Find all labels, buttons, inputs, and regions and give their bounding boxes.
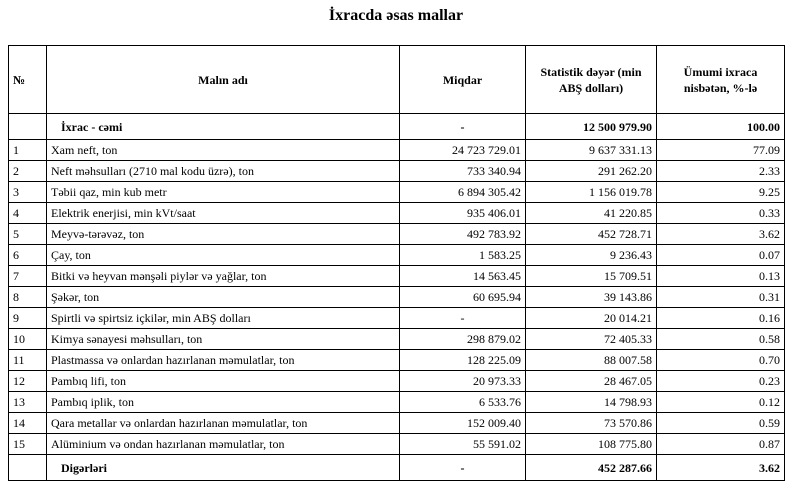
- cell-name: Xam neft, ton: [47, 140, 400, 161]
- table-header: [9, 46, 785, 114]
- table-row: [9, 392, 785, 413]
- cell-name: Şəkər, ton: [47, 287, 400, 308]
- cell-quantity: 24 723 729.01: [400, 140, 526, 161]
- cell-no: 11: [9, 350, 47, 371]
- total-no: [9, 114, 47, 140]
- table-row: [9, 224, 785, 245]
- cell-quantity: 128 225.09: [400, 350, 526, 371]
- cell-quantity: 14 563.45: [400, 266, 526, 287]
- table-row: [9, 287, 785, 308]
- cell-value: 39 143.86: [526, 287, 657, 308]
- cell-quantity: 6 533.76: [400, 392, 526, 413]
- header-no: №: [9, 46, 47, 114]
- cell-name: Elektrik enerjisi, min kVt/saat: [47, 203, 400, 224]
- cell-share: 0.12: [657, 392, 785, 413]
- table-row: [9, 182, 785, 203]
- total-value: 12 500 979.90: [526, 114, 657, 140]
- cell-share: 0.23: [657, 371, 785, 392]
- cell-quantity: 55 591.02: [400, 434, 526, 455]
- cell-name: Təbii qaz, min kub metr: [47, 182, 400, 203]
- table-row: [9, 308, 785, 329]
- cell-quantity: 935 406.01: [400, 203, 526, 224]
- page-title: İxracda əsas mallar: [328, 7, 464, 24]
- cell-quantity: 298 879.02: [400, 329, 526, 350]
- cell-name: Alüminium və ondan hazırlanan məmulatlar, ton: [47, 434, 400, 455]
- cell-name: Neft məhsulları (2710 mal kodu üzrə), ton: [47, 161, 400, 182]
- total-share: 100.00: [657, 114, 785, 140]
- table-body: [9, 114, 785, 481]
- cell-share: 3.62: [657, 224, 785, 245]
- cell-name: Pambıq iplik, ton: [47, 392, 400, 413]
- cell-value: 452 287.66: [526, 455, 657, 481]
- cell-quantity: 1 583.25: [400, 245, 526, 266]
- cell-value: 291 262.20: [526, 161, 657, 182]
- cell-name: Plastmassa və onlardan hazırlanan məmulatlar, ton: [47, 350, 400, 371]
- cell-share: 0.16: [657, 308, 785, 329]
- cell-no: 15: [9, 434, 47, 455]
- table-row: [9, 140, 785, 161]
- cell-no: 9: [9, 308, 47, 329]
- cell-share: 2.33: [657, 161, 785, 182]
- table-row: [9, 266, 785, 287]
- cell-name: Digərləri: [47, 455, 400, 481]
- cell-share: 0.70: [657, 350, 785, 371]
- table-row: [9, 245, 785, 266]
- cell-no: 5: [9, 224, 47, 245]
- cell-share: 0.58: [657, 329, 785, 350]
- cell-quantity: 6 894 305.42: [400, 182, 526, 203]
- cell-value: 15 709.51: [526, 266, 657, 287]
- cell-value: 108 775.80: [526, 434, 657, 455]
- cell-name: Pambıq lifi, ton: [47, 371, 400, 392]
- cell-value: 9 637 331.13: [526, 140, 657, 161]
- cell-name: Kimya sənayesi məhsulları, ton: [47, 329, 400, 350]
- header-quantity: Miqdar: [400, 46, 526, 114]
- cell-no: 2: [9, 161, 47, 182]
- cell-no: 8: [9, 287, 47, 308]
- cell-no: 10: [9, 329, 47, 350]
- table-row: [9, 350, 785, 371]
- cell-quantity: 20 973.33: [400, 371, 526, 392]
- cell-no: 6: [9, 245, 47, 266]
- cell-no: [9, 455, 47, 481]
- header-share: Ümumi ixraca nisbətən, %-lə: [657, 46, 785, 114]
- cell-name: Bitki və heyvan mənşəli piylər və yağlar, ton: [47, 266, 400, 287]
- cell-quantity: 152 009.40: [400, 413, 526, 434]
- table-row: [9, 161, 785, 182]
- cell-value: 452 728.71: [526, 224, 657, 245]
- cell-no: 7: [9, 266, 47, 287]
- cell-share: 0.31: [657, 287, 785, 308]
- cell-share: 3.62: [657, 455, 785, 481]
- cell-value: 20 014.21: [526, 308, 657, 329]
- total-quantity: -: [400, 114, 526, 140]
- others-row: [9, 455, 785, 481]
- exports-table: [8, 45, 785, 481]
- cell-share: 0.33: [657, 203, 785, 224]
- cell-value: 14 798.93: [526, 392, 657, 413]
- cell-no: 14: [9, 413, 47, 434]
- cell-share: 77.09: [657, 140, 785, 161]
- cell-share: 0.87: [657, 434, 785, 455]
- cell-value: 9 236.43: [526, 245, 657, 266]
- table-row: [9, 413, 785, 434]
- cell-no: 4: [9, 203, 47, 224]
- table-row: [9, 203, 785, 224]
- table-row: [9, 371, 785, 392]
- cell-value: 88 007.58: [526, 350, 657, 371]
- cell-name: Çay, ton: [47, 245, 400, 266]
- table-row: [9, 434, 785, 455]
- header-value: Statistik dəyər (min ABŞ dolları): [526, 46, 657, 114]
- cell-quantity: 733 340.94: [400, 161, 526, 182]
- cell-value: 28 467.05: [526, 371, 657, 392]
- cell-no: 1: [9, 140, 47, 161]
- cell-name: Meyvə-tərəvəz, ton: [47, 224, 400, 245]
- cell-quantity: -: [400, 308, 526, 329]
- header-name: Malın adı: [47, 46, 400, 114]
- cell-no: 12: [9, 371, 47, 392]
- cell-share: 0.07: [657, 245, 785, 266]
- cell-name: Qara metallar və onlardan hazırlanan məmulatlar, ton: [47, 413, 400, 434]
- cell-no: 13: [9, 392, 47, 413]
- cell-quantity: 492 783.92: [400, 224, 526, 245]
- cell-share: 9.25: [657, 182, 785, 203]
- total-name: İxrac - cəmi: [47, 114, 400, 140]
- total-row: [9, 114, 785, 140]
- cell-quantity: -: [400, 455, 526, 481]
- cell-value: 41 220.85: [526, 203, 657, 224]
- table-row: [9, 329, 785, 350]
- cell-value: 73 570.86: [526, 413, 657, 434]
- cell-no: 3: [9, 182, 47, 203]
- cell-name: Spirtli və spirtsiz içkilər, min ABŞ dolları: [47, 308, 400, 329]
- cell-value: 1 156 019.78: [526, 182, 657, 203]
- cell-value: 72 405.33: [526, 329, 657, 350]
- cell-quantity: 60 695.94: [400, 287, 526, 308]
- cell-share: 0.59: [657, 413, 785, 434]
- cell-share: 0.13: [657, 266, 785, 287]
